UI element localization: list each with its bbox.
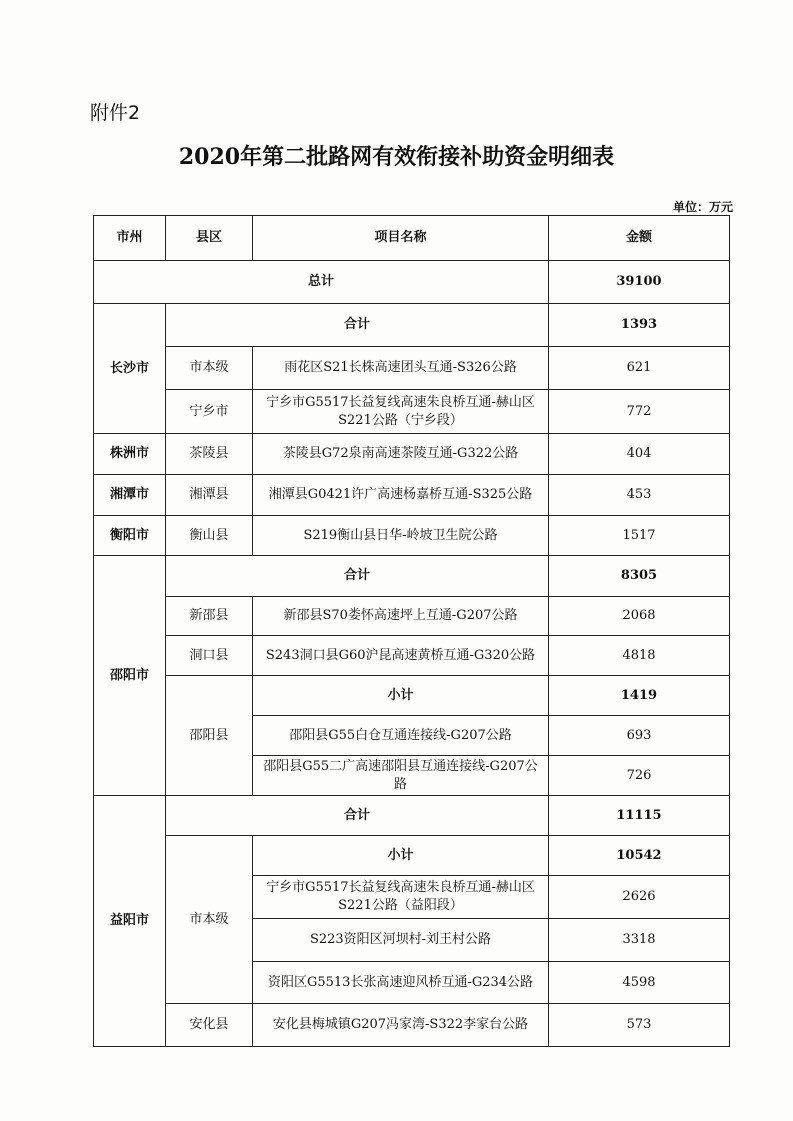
table-row [94, 347, 730, 390]
header-row [94, 216, 730, 261]
county-cell: 新邵县 [166, 597, 253, 636]
header-city: 市州 [94, 216, 166, 261]
project-cell: S219衡山县日华-岭坡卫生院公路 [253, 516, 549, 556]
table-row [94, 1004, 730, 1047]
amount-cell: 3318 [549, 919, 730, 962]
table-row [94, 516, 730, 556]
subtotal-label: 小计 [253, 676, 549, 716]
city-cell: 衡阳市 [94, 516, 166, 556]
county-cell: 安化县 [166, 1004, 253, 1047]
project-cell: S223资阳区河坝村-刘王村公路 [253, 919, 549, 962]
table-row [94, 556, 730, 597]
project-cell: 茶陵县G72泉南高速茶陵互通-G322公路 [253, 434, 549, 475]
amount-cell: 573 [549, 1004, 730, 1047]
sum-label: 合计 [166, 796, 549, 836]
table-row [94, 304, 730, 347]
sum-amount: 1393 [549, 304, 730, 347]
header-amount: 金额 [549, 216, 730, 261]
table-row [94, 597, 730, 636]
total-label: 总计 [94, 261, 549, 304]
table-row [94, 796, 730, 836]
table-row [94, 390, 730, 434]
project-cell: 雨花区S21长株高速团头互通-S326公路 [253, 347, 549, 390]
subsidy-table [93, 215, 730, 1047]
city-cell: 长沙市 [94, 304, 166, 434]
sum-amount: 8305 [549, 556, 730, 597]
project-cell: 宁乡市G5517长益复线高速朱良桥互通-赫山区S221公路（益阳段） [253, 876, 549, 919]
amount-cell: 726 [549, 756, 730, 796]
table-row [94, 475, 730, 516]
table-row [94, 434, 730, 475]
sum-amount: 11115 [549, 796, 730, 836]
project-cell: 资阳区G5513长张高速迎风桥互通-G234公路 [253, 962, 549, 1004]
project-cell: 邵阳县G55白仓互通连接线-G207公路 [253, 716, 549, 756]
amount-cell: 404 [549, 434, 730, 475]
project-cell: 新邵县S70娄怀高速坪上互通-G207公路 [253, 597, 549, 636]
amount-cell: 2626 [549, 876, 730, 919]
amount-cell: 2068 [549, 597, 730, 636]
project-cell: 宁乡市G5517长益复线高速朱良桥互通-赫山区S221公路（宁乡段） [253, 390, 549, 434]
sum-label: 合计 [166, 304, 549, 347]
amount-cell: 772 [549, 390, 730, 434]
total-amount: 39100 [549, 261, 730, 304]
subtotal-amount: 10542 [549, 836, 730, 876]
county-cell: 茶陵县 [166, 434, 253, 475]
city-cell: 邵阳市 [94, 556, 166, 796]
table-row [94, 836, 730, 876]
table-row [94, 636, 730, 676]
county-cell: 邵阳县 [166, 676, 253, 796]
sum-label: 合计 [166, 556, 549, 597]
city-cell: 湘潭市 [94, 475, 166, 516]
city-cell: 株洲市 [94, 434, 166, 475]
project-cell: 安化县梅城镇G207冯家湾-S322李家台公路 [253, 1004, 549, 1047]
amount-cell: 693 [549, 716, 730, 756]
county-cell: 市本级 [166, 347, 253, 390]
county-cell: 湘潭县 [166, 475, 253, 516]
amount-cell: 4818 [549, 636, 730, 676]
page-title: 2020年第二批路网有效衔接补助资金明细表 [178, 144, 615, 170]
project-cell: 邵阳县G55二广高速邵阳县互通连接线-G207公路 [253, 756, 549, 796]
county-cell: 衡山县 [166, 516, 253, 556]
subtotal-label: 小计 [253, 836, 549, 876]
subtotal-amount: 1419 [549, 676, 730, 716]
amount-cell: 621 [549, 347, 730, 390]
city-cell: 益阳市 [94, 796, 166, 1047]
county-cell: 市本级 [166, 836, 253, 1004]
unit-label: 单位：万元 [672, 200, 733, 214]
county-cell: 洞口县 [166, 636, 253, 676]
amount-cell: 1517 [549, 516, 730, 556]
header-county: 县区 [166, 216, 253, 261]
attachment-label: 附件2 [90, 102, 141, 124]
county-cell: 宁乡市 [166, 390, 253, 434]
amount-cell: 453 [549, 475, 730, 516]
table-row [94, 676, 730, 716]
amount-cell: 4598 [549, 962, 730, 1004]
project-cell: 湘潭县G0421许广高速杨嘉桥互通-S325公路 [253, 475, 549, 516]
project-cell: S243洞口县G60沪昆高速黄桥互通-G320公路 [253, 636, 549, 676]
header-project: 项目名称 [253, 216, 549, 261]
total-row [94, 261, 730, 304]
